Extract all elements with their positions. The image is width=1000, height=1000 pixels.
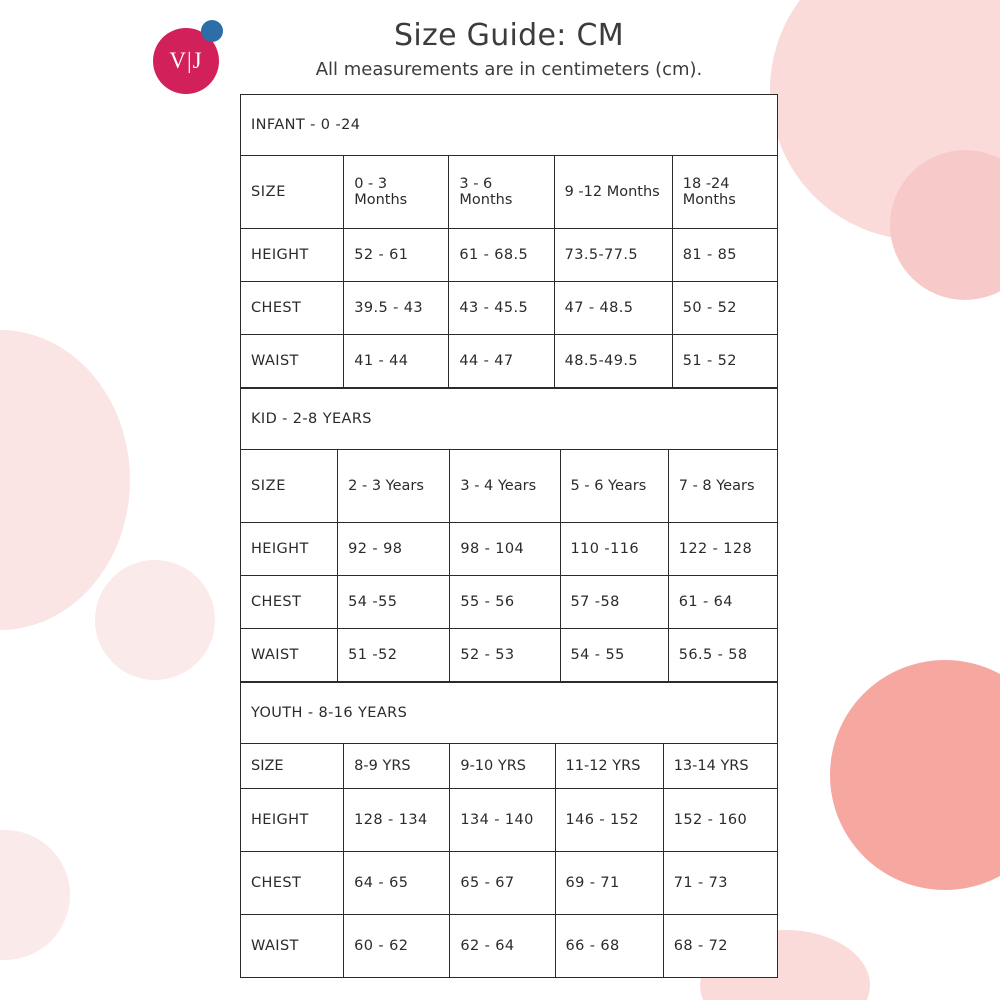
cell-value: 51 - 52 bbox=[672, 335, 777, 388]
table-row bbox=[241, 576, 778, 629]
table-section-title-row bbox=[241, 389, 778, 450]
cell-value: 48.5-49.5 bbox=[554, 335, 672, 388]
column-header-2: 9-10 YRS bbox=[450, 744, 555, 789]
row-label-waist: WAIST bbox=[241, 915, 344, 978]
cell-value: 43 - 45.5 bbox=[449, 282, 554, 335]
cell-value: 39.5 - 43 bbox=[344, 282, 449, 335]
cell-value: 122 - 128 bbox=[668, 523, 777, 576]
table-row bbox=[241, 523, 778, 576]
table-header-row-kid bbox=[241, 450, 778, 523]
page-subtitle: All measurements are in centimeters (cm). bbox=[315, 59, 703, 80]
table-row bbox=[241, 852, 778, 915]
table-section-title-row bbox=[241, 95, 778, 156]
cell-value: 110 -116 bbox=[560, 523, 668, 576]
table-header-row-youth bbox=[241, 744, 778, 789]
cell-value: 41 - 44 bbox=[344, 335, 449, 388]
size-table-kid bbox=[240, 388, 778, 682]
section-title-infant: INFANT - 0 -24 bbox=[241, 95, 778, 156]
cell-value: 128 - 134 bbox=[344, 789, 450, 852]
logo-dot-icon bbox=[201, 20, 223, 42]
cell-value: 98 - 104 bbox=[450, 523, 560, 576]
size-table-youth bbox=[240, 682, 778, 978]
row-label-chest: CHEST bbox=[241, 576, 338, 629]
column-header-4: 13-14 YRS bbox=[663, 744, 777, 789]
row-label-height: HEIGHT bbox=[241, 229, 344, 282]
cell-value: 65 - 67 bbox=[450, 852, 555, 915]
column-header-3: 5 - 6 Years bbox=[560, 450, 668, 523]
cell-value: 71 - 73 bbox=[663, 852, 777, 915]
cell-value: 51 -52 bbox=[338, 629, 450, 682]
cell-value: 62 - 64 bbox=[450, 915, 555, 978]
column-header-4: 18 -24 Months bbox=[672, 156, 777, 229]
brand-logo bbox=[153, 20, 231, 98]
row-label-waist: WAIST bbox=[241, 629, 338, 682]
row-label-waist: WAIST bbox=[241, 335, 344, 388]
cell-value: 54 -55 bbox=[338, 576, 450, 629]
table-row bbox=[241, 282, 778, 335]
cell-value: 64 - 65 bbox=[344, 852, 450, 915]
cell-value: 61 - 64 bbox=[668, 576, 777, 629]
cell-value: 57 -58 bbox=[560, 576, 668, 629]
column-header-4: 7 - 8 Years bbox=[668, 450, 777, 523]
cell-value: 54 - 55 bbox=[560, 629, 668, 682]
cell-value: 55 - 56 bbox=[450, 576, 560, 629]
cell-value: 68 - 72 bbox=[663, 915, 777, 978]
table-row bbox=[241, 335, 778, 388]
column-header-size: SIZE bbox=[241, 156, 344, 229]
cell-value: 44 - 47 bbox=[449, 335, 554, 388]
row-label-chest: CHEST bbox=[241, 852, 344, 915]
cell-value: 146 - 152 bbox=[555, 789, 663, 852]
cell-value: 134 - 140 bbox=[450, 789, 555, 852]
table-section-title-row bbox=[241, 683, 778, 744]
column-header-1: 8-9 YRS bbox=[344, 744, 450, 789]
column-header-1: 2 - 3 Years bbox=[338, 450, 450, 523]
column-header-size: SIZE bbox=[241, 744, 344, 789]
section-title-youth: YOUTH - 8-16 YEARS bbox=[241, 683, 778, 744]
cell-value: 61 - 68.5 bbox=[449, 229, 554, 282]
cell-value: 52 - 61 bbox=[344, 229, 449, 282]
cell-value: 152 - 160 bbox=[663, 789, 777, 852]
column-header-size: SIZE bbox=[241, 450, 338, 523]
row-label-chest: CHEST bbox=[241, 282, 344, 335]
row-label-height: HEIGHT bbox=[241, 789, 344, 852]
table-row bbox=[241, 629, 778, 682]
logo-monogram: V|J bbox=[169, 48, 203, 73]
column-header-2: 3 - 4 Years bbox=[450, 450, 560, 523]
column-header-3: 9 -12 Months bbox=[554, 156, 672, 229]
table-row bbox=[241, 229, 778, 282]
page-title: Size Guide: CM bbox=[394, 18, 624, 53]
table-row bbox=[241, 789, 778, 852]
table-header-row-infant bbox=[241, 156, 778, 229]
cell-value: 47 - 48.5 bbox=[554, 282, 672, 335]
cell-value: 50 - 52 bbox=[672, 282, 777, 335]
row-label-height: HEIGHT bbox=[241, 523, 338, 576]
cell-value: 69 - 71 bbox=[555, 852, 663, 915]
cell-value: 73.5-77.5 bbox=[554, 229, 672, 282]
cell-value: 81 - 85 bbox=[672, 229, 777, 282]
column-header-1: 0 - 3 Months bbox=[344, 156, 449, 229]
section-title-kid: KID - 2-8 YEARS bbox=[241, 389, 778, 450]
column-header-2: 3 - 6 Months bbox=[449, 156, 554, 229]
cell-value: 60 - 62 bbox=[344, 915, 450, 978]
cell-value: 92 - 98 bbox=[338, 523, 450, 576]
size-tables bbox=[240, 94, 778, 978]
size-table-infant bbox=[240, 94, 778, 388]
cell-value: 66 - 68 bbox=[555, 915, 663, 978]
cell-value: 52 - 53 bbox=[450, 629, 560, 682]
table-row bbox=[241, 915, 778, 978]
cell-value: 56.5 - 58 bbox=[668, 629, 777, 682]
page-heading bbox=[240, 18, 778, 80]
column-header-3: 11-12 YRS bbox=[555, 744, 663, 789]
